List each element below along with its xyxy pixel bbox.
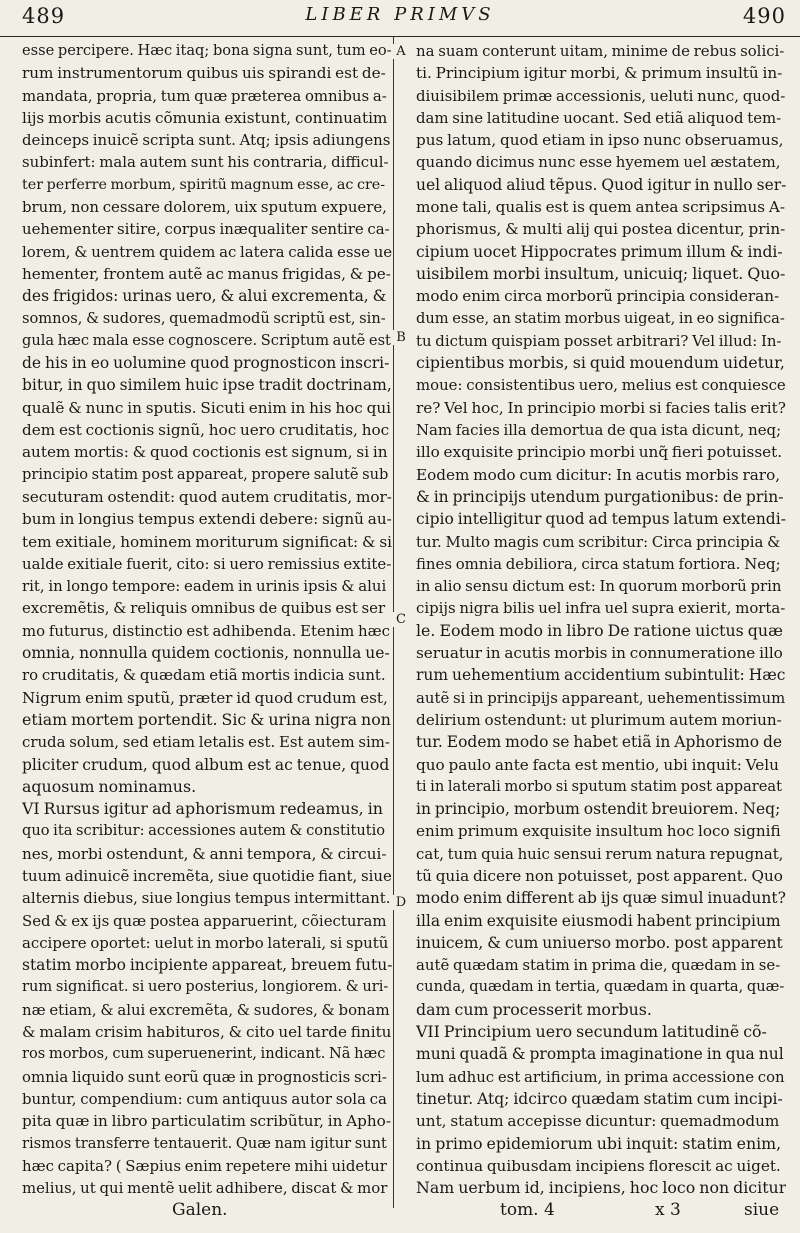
- left-text-column: [22, 40, 392, 1200]
- text-line: modo enim different ab ijs quæ simul inuadunt?: [416, 889, 786, 908]
- text-line: excremẽtis, & reliquis omnibus de quibus est ser: [22, 599, 386, 618]
- text-line: muni quadã & prompta imaginatione in qua nul: [416, 1045, 784, 1064]
- text-line: dam cum processerit morbus.: [416, 999, 652, 1019]
- footer-author: Galen.: [172, 1200, 228, 1220]
- text-line: ros morbos, cum superuenerint, indicant. Nã hæc: [22, 1045, 386, 1063]
- text-line: aquosum nominamus.: [22, 776, 197, 796]
- text-line: nes, morbi ostendunt, & anni tempora, & circui-: [22, 844, 387, 863]
- text-line: ualde exitiale fuerit, cito: si uero remissius extite-: [22, 554, 392, 573]
- left-page-number: 489: [22, 4, 66, 28]
- footer-volume: tom. 4: [500, 1200, 555, 1220]
- text-line: pus latum, quod etiam in ipso nunc obseruamus,: [416, 131, 784, 150]
- text-line: re? Vel hoc, In principio morbi si facies talis erit?: [416, 398, 786, 417]
- text-line: tu dictum quispiam posset arbitrari? Vel illud: In-: [416, 331, 782, 350]
- text-line: næ etiam, & alui excremẽta, & sudores, & bonam: [22, 1000, 390, 1019]
- text-line: quo paulo ante facta est mentio, ubi inquit: Velu: [416, 755, 779, 774]
- text-line: brum, non cessare dolorem, uix sputum expuere,: [22, 198, 387, 217]
- text-line: phorismus, & multi alij qui postea dicentur, prin-: [416, 220, 786, 239]
- text-line: rismos transferre tentauerit. Quæ nam igitur sunt: [22, 1134, 387, 1152]
- text-line: unt, statum accepisse dicuntur: quemadmodum: [416, 1112, 780, 1131]
- text-line: & malam crisim habituros, & cito uel tarde finitu: [22, 1023, 392, 1042]
- text-line: rum instrumentorum quibus uis spirandi est de-: [22, 64, 386, 83]
- text-line: Eodem modo cum dicitur: In acutis morbis raro,: [416, 465, 781, 484]
- footer-catchword: siue: [744, 1200, 780, 1220]
- text-line: illo exquisite principio morbi unq̃ fieri potuisset.: [416, 443, 783, 462]
- text-line: autem mortis: & quod coctionis est signum, si in: [22, 443, 388, 462]
- text-line: cat, tum quia huic sensui rerum natura repugnat,: [416, 844, 784, 863]
- text-line: uehementer sitire, corpus inæqualiter sentire ca-: [22, 220, 390, 239]
- page-header: [0, 0, 800, 37]
- text-line: autẽ quædam statim in prima die, quædam in se-: [416, 956, 781, 975]
- text-line: principio statim post appareat, propere salutẽ sub: [22, 465, 389, 483]
- right-page-number: 490: [742, 4, 786, 28]
- text-line: tem exitiale, hominem moriturum significat: & si: [22, 532, 392, 551]
- text-line: ro cruditatis, & quædam etiã mortis indicia sunt.: [22, 666, 386, 685]
- text-line: in principio, morbum ostendit breuiorem. Neq;: [416, 800, 781, 819]
- text-line: omnia, nonnulla quidem coctionis, nonnulla ue-: [22, 644, 390, 663]
- text-line: & in principijs utendum purgationibus: de prin-: [416, 487, 784, 506]
- text-line: somnos, & sudores, quemadmodũ scriptũ est, sin-: [22, 309, 386, 327]
- footer-signature: x 3: [655, 1200, 681, 1220]
- text-line: gula hæc mala esse cognoscere. Scriptum autẽ est: [22, 331, 391, 349]
- text-line: esse percipere. Hæc itaq; bona signa sunt, tum eo-: [22, 42, 392, 59]
- text-line: in alio sensu dictum est: In quorum morborũ prin: [416, 577, 782, 596]
- text-line: deinceps inuicẽ scripta sunt. Atq; ipsis adiungens: [22, 131, 391, 150]
- text-line: secuturam ostendit: quod autem cruditatis, mor-: [22, 487, 392, 506]
- text-line: tinetur. Atq; idcirco quædam statim cum incipi-: [416, 1089, 783, 1108]
- text-line: quando dicimus nunc esse hyemem uel æstatem,: [416, 153, 781, 172]
- text-line: cipium uocet Hippocrates primum illum & indi-: [416, 242, 783, 261]
- text-line: seruatur in acutis morbis in connumeratione illo: [416, 644, 783, 663]
- text-line: tur. Multo magis cum scribitur: Circa principia &: [416, 532, 781, 551]
- text-line: fines omnia debiliora, circa statum fortiora. Neq;: [416, 554, 781, 573]
- text-line: bitur, in quo similem huic ipse tradit doctrinam,: [22, 376, 392, 395]
- text-line: subinfert: mala autem sunt his contraria, difficul-: [22, 153, 389, 172]
- text-line: alternis diebus, siue longius tempus intermittant.: [22, 889, 391, 908]
- text-line: inuicem, & cum uniuerso morbo. post apparent: [416, 933, 783, 952]
- text-line: diuisibilem primæ accessionis, ueluti nunc, quod-: [416, 86, 786, 105]
- text-line: uisibilem morbi insultum, unicuiq; liquet. Quo-: [416, 263, 786, 283]
- text-line: melius, ut qui mentẽ uelit adhibere, discat & mor: [22, 1179, 388, 1198]
- section-marker-d: D: [393, 895, 409, 910]
- text-line: dam sine latitudine uocant. Sed etiã aliquod tem-: [416, 108, 782, 127]
- text-line: tuum adinuicẽ incremẽta, siue quotidie fiant, siue: [22, 866, 392, 885]
- text-line: Nigrum enim sputũ, præter id quod crudum est,: [22, 688, 388, 707]
- text-line: illa enim exquisite eiusmodi habent principium: [416, 911, 781, 930]
- text-line: ti in laterali morbo si sputum statim post appareat: [416, 777, 782, 795]
- text-line: Sed & ex ijs quæ postea apparuerint, cõiecturam: [22, 911, 387, 930]
- text-line: omnia liquido sunt eorũ quæ in prognosticis scri-: [22, 1067, 387, 1086]
- text-line: hementer, frontem autẽ ac manus frigidas, & pe-: [22, 264, 391, 283]
- text-line: pliciter crudum, quod album est ac tenue, quod: [22, 755, 390, 774]
- page-footer: [0, 1200, 800, 1233]
- text-line: hæc capita? ( Sæpius enim repetere mihi uidetur: [22, 1156, 387, 1175]
- text-line: lorem, & uentrem quidem ac latera calida esse ue: [22, 242, 392, 261]
- text-line: rit, in longo tempore: eadem in urinis ipsis & alui: [22, 577, 387, 596]
- text-line: ti. Principium igitur morbi, & primum insultũ in-: [416, 64, 783, 83]
- text-line: enim primum exquisite insultum hoc loco signifi: [416, 822, 781, 841]
- text-line: etiam mortem portendit. Sic & urina nigra non: [22, 709, 391, 729]
- text-line: Nam uerbum id, incipiens, hoc loco non dicitur: [416, 1178, 786, 1198]
- text-line: pita quæ in libro particulatim scribũtur, in Apho-: [22, 1112, 391, 1131]
- text-line: Nam facies illa demortua de qua ista dicunt, neq;: [416, 421, 782, 440]
- text-line: qualẽ & nunc in sputis. Sicuti enim in his hoc qui: [22, 398, 391, 417]
- section-marker-b: B: [393, 330, 409, 345]
- text-line: rum uehementium accidentium subintulit: Hæc: [416, 666, 786, 685]
- text-line: cruda solum, sed etiam letalis est. Est autem sim-: [22, 733, 390, 752]
- text-line: quo ita scribitur: accessiones autem & constitutio: [22, 822, 386, 840]
- text-line: cunda, quædam in tertia, quædam in quarta, quæ-: [416, 978, 785, 996]
- text-line: VII Principium uero secundum latitudinẽ cõ-: [416, 1022, 767, 1042]
- right-text-column: [416, 40, 786, 1200]
- text-line: moue: consistentibus uero, melius est conquiesce: [416, 376, 786, 395]
- text-line: uel aliquod aliud tẽpus. Quod igitur in nullo ser-: [416, 175, 786, 194]
- text-line: mone tali, qualis est is quem antea scripsimus A-: [416, 198, 785, 217]
- text-line: lijs morbis acutis cõmunia existunt, continuatim: [22, 108, 388, 127]
- text-line: buntur, compendium: cum antiquus autor sola ca: [22, 1089, 387, 1108]
- text-line: tũ quia dicere non potuisset, post apparent. Quo: [416, 866, 783, 885]
- text-line: bum in longius tempus extendi debere: signũ au-: [22, 510, 392, 529]
- section-marker-c: C: [393, 612, 409, 627]
- text-line: VI Rursus igitur ad aphorismum redeamus, in: [22, 799, 383, 819]
- text-line: continua quibusdam incipiens florescit ac uiget.: [416, 1156, 781, 1175]
- text-line: de his in eo uolumine quod prognosticon inscri-: [22, 354, 390, 373]
- running-title: LIBER PRIMVS: [305, 4, 495, 25]
- text-line: delirium ostendunt: ut plurimum autem moriun-: [416, 710, 782, 729]
- text-line: tur. Eodem modo se habet etiã in Aphorismo de: [416, 733, 783, 752]
- text-line: cipijs nigra bilis uel infra uel supra exierit, morta-: [416, 599, 786, 618]
- text-line: ter perferre morbum, spiritũ magnum esse, ac cre-: [22, 176, 386, 193]
- text-line: des frigidos: urinas uero, & alui excrementa, &: [22, 287, 387, 306]
- text-line: modo enim circa morborũ principia consideran-: [416, 287, 780, 306]
- text-line: mo futurus, distinctio est adhibenda. Etenim hæc: [22, 621, 390, 640]
- section-marker-a: A: [393, 44, 409, 59]
- text-line: statim morbo incipiente appareat, breuem futu-: [22, 956, 392, 975]
- text-line: dum esse, an statim morbus uigeat, in eo significa-: [416, 309, 785, 327]
- text-line: dem est coctionis signũ, hoc uero cruditatis, hoc: [22, 421, 390, 440]
- text-line: na suam conterunt uitam, minime de rebus solici-: [416, 42, 785, 60]
- text-line: cipio intelligitur quod ad tempus latum extendi-: [416, 510, 786, 529]
- text-line: mandata, propria, tum quæ præterea omnibus a-: [22, 86, 387, 105]
- text-line: cipientibus morbis, si quid mouendum uidetur,: [416, 353, 785, 373]
- text-line: rum significat. si uero posterius, longiorem. & uri-: [22, 978, 389, 996]
- text-line: in primo epidemiorum ubi inquit: statim enim,: [416, 1133, 782, 1153]
- text-line: lum adhuc est artificium, in prima accessione con: [416, 1067, 785, 1086]
- text-line: autẽ si in principijs appareant, uehementissimum: [416, 688, 786, 707]
- text-line: accipere oportet: uelut in morbo laterali, si sputũ: [22, 933, 389, 952]
- text-line: le. Eodem modo in libro De ratione uictus quæ: [416, 620, 783, 640]
